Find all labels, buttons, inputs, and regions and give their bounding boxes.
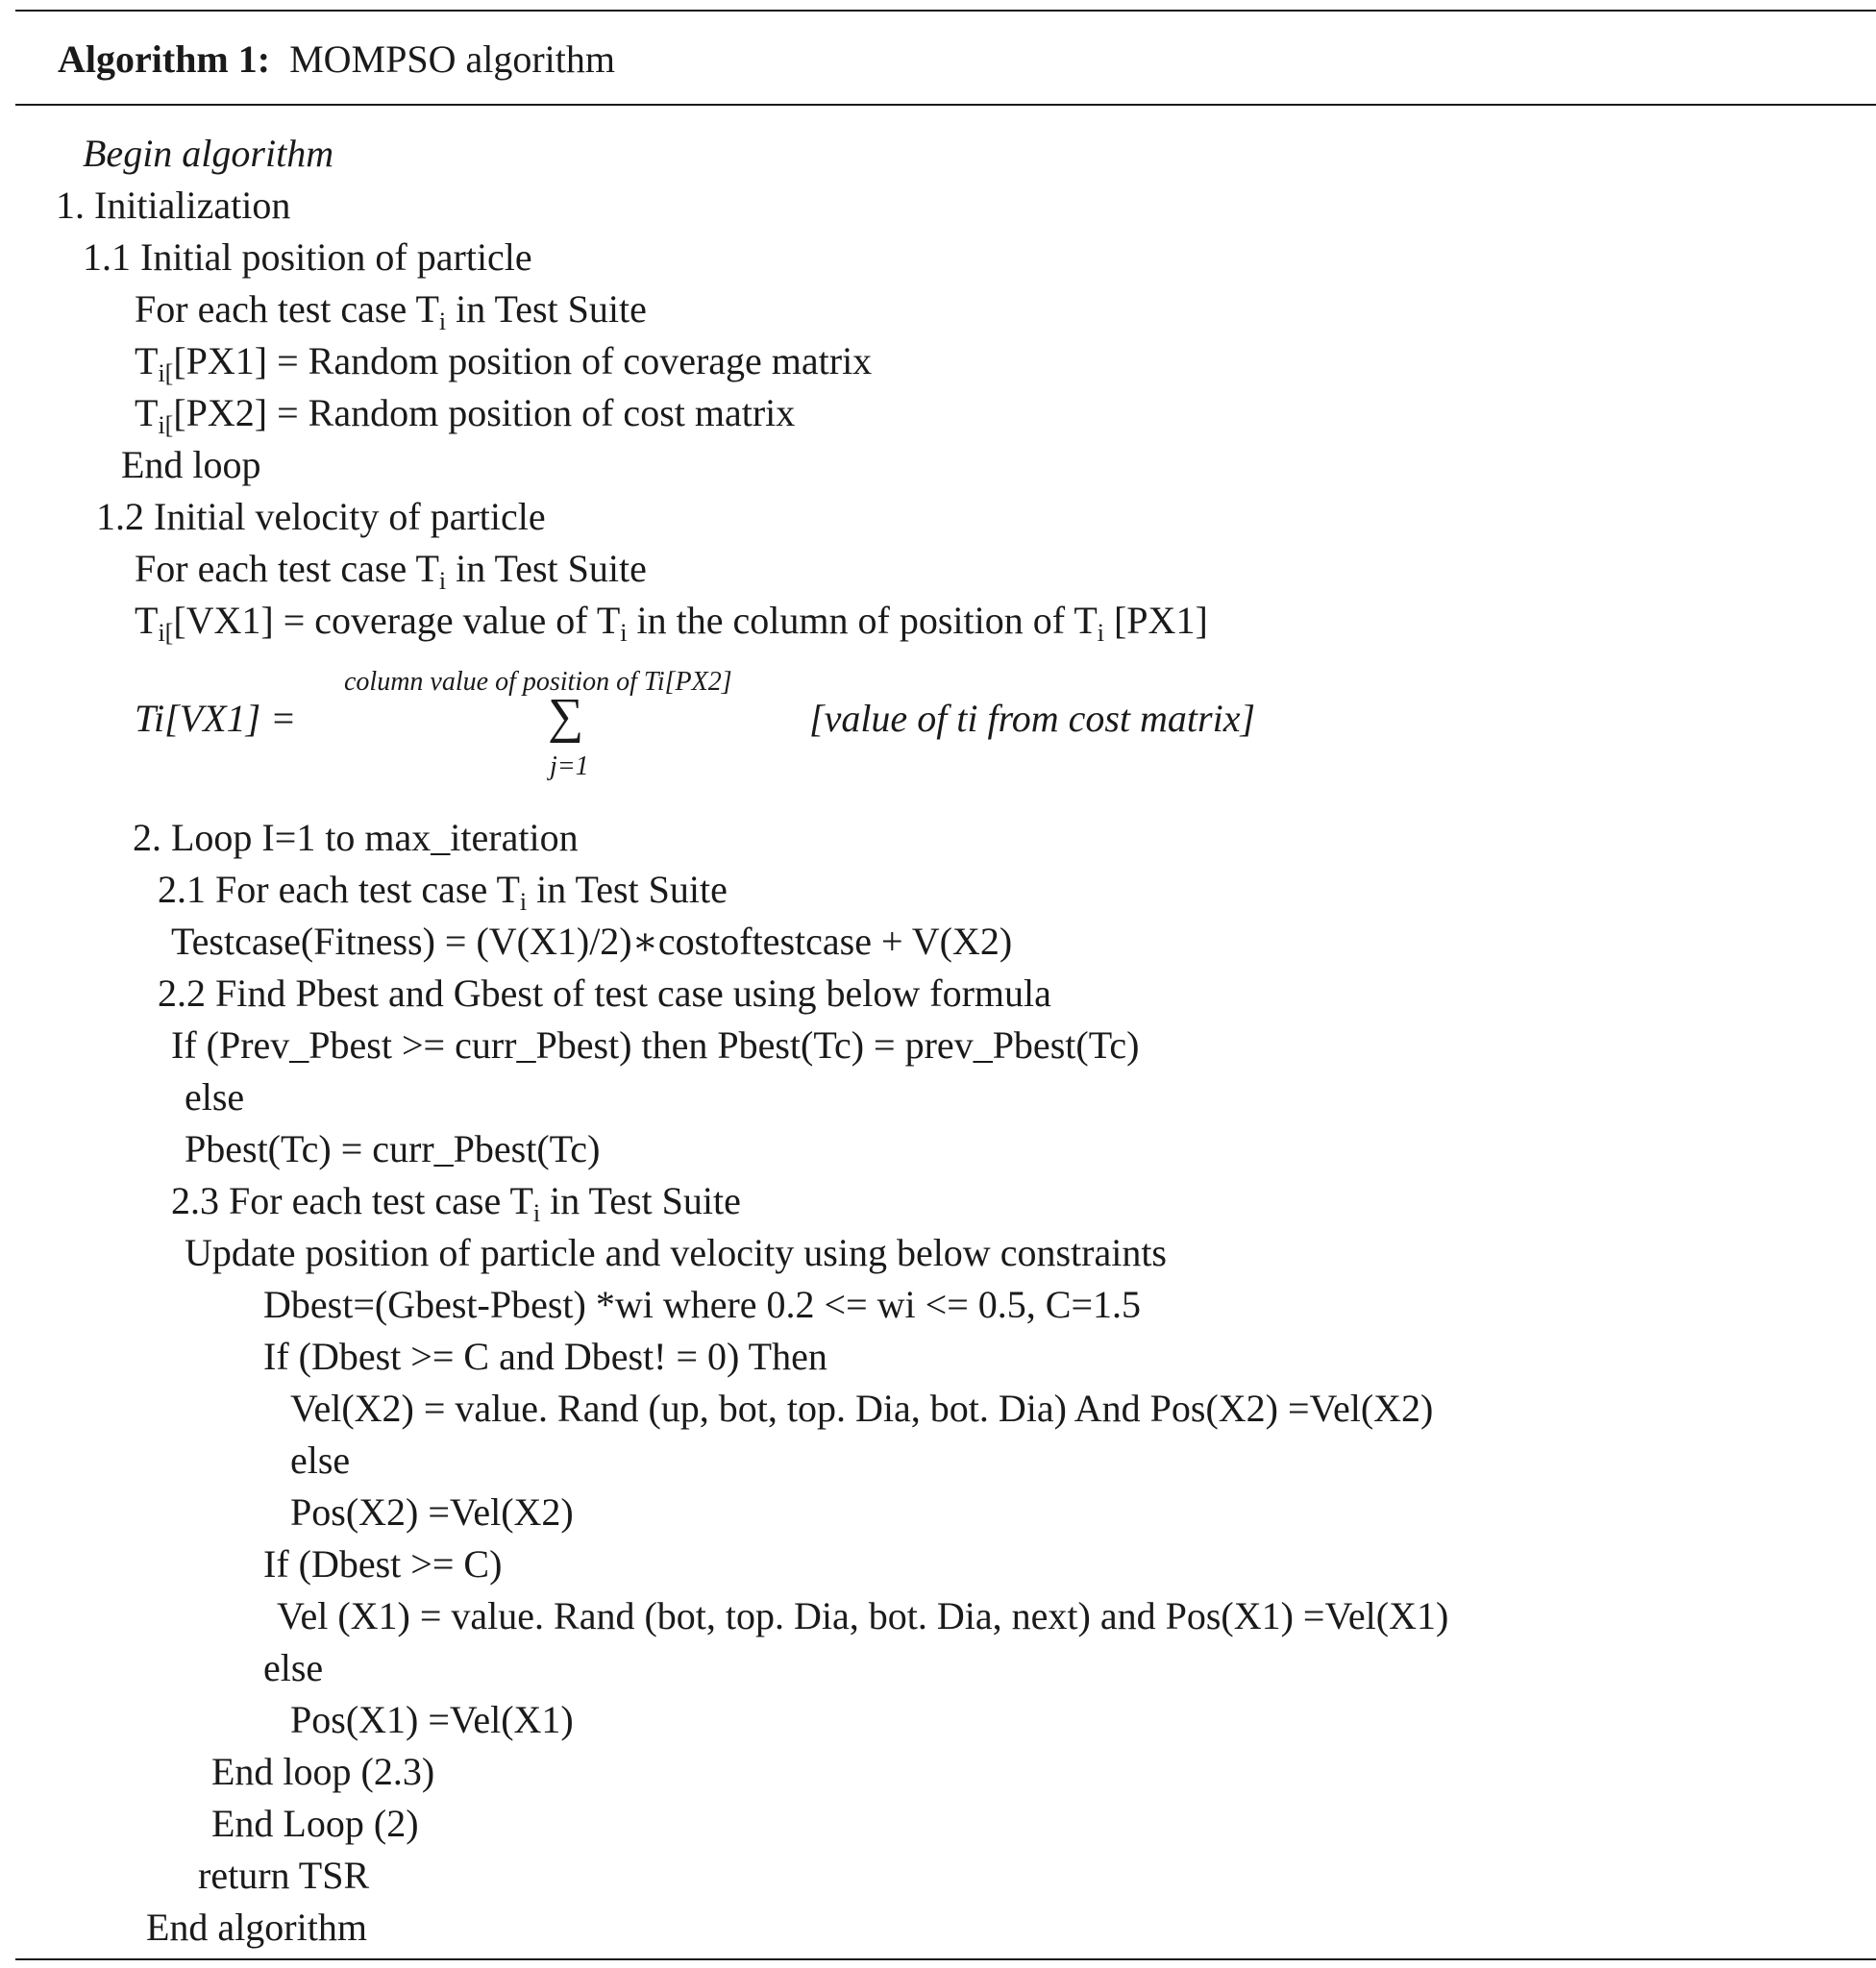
if-dbest-2: If (Dbest >= C) <box>263 1542 503 1586</box>
subscript-i: i <box>519 888 528 916</box>
bottom-rule <box>15 1958 1876 1960</box>
summation-upper-limit: column value of position of Ti[PX2] <box>344 667 732 697</box>
subscript-i: i <box>532 1199 541 1227</box>
vx1-a: [VX1] = coverage value of T <box>173 599 621 642</box>
px1-t: T <box>135 339 159 382</box>
vel-x1-line: Vel (X1) = value. Rand (bot, top. Dia, bot. Dia, next) and Pos(X1) =Vel(X1) <box>277 1594 1449 1637</box>
for-loop-2-pre: For each test case T <box>135 547 439 590</box>
step-2-3-pre: 2.3 For each test case T <box>171 1179 533 1222</box>
step-2: 2. Loop I=1 to max_iteration <box>133 816 579 859</box>
step-2-3 <box>171 1178 741 1227</box>
end-loop-2: End Loop (2) <box>211 1802 419 1845</box>
step-1-2: 1.2 Initial velocity of particle <box>96 495 546 538</box>
px1-subscript: i[ <box>158 359 174 387</box>
else-3: else <box>263 1646 324 1689</box>
top-rule <box>15 10 1876 12</box>
px2-rest: [PX2] = Random position of cost matrix <box>173 391 796 434</box>
for-loop-1-pre: For each test case T <box>135 287 439 331</box>
algorithm-header <box>58 37 615 83</box>
step-1-1: 1.1 Initial position of particle <box>83 235 532 279</box>
vx1-subscript-3: i <box>1097 619 1104 647</box>
end-loop-2-3: End loop (2.3) <box>211 1750 435 1793</box>
for-loop-1-post: in Test Suite <box>446 287 647 331</box>
vx1-t: T <box>135 599 159 642</box>
px2-t: T <box>135 391 159 434</box>
dbest-line: Dbest=(Gbest-Pbest) *wi where 0.2 <= wi <= 0.5, C=1.5 <box>263 1283 1142 1326</box>
px2-line <box>135 390 796 439</box>
summation-lower-limit: j=1 <box>550 751 589 781</box>
subscript-i: i <box>438 308 447 335</box>
step-2-1-pre: 2.1 For each test case T <box>158 868 520 911</box>
else-1: else <box>185 1075 245 1119</box>
for-loop-2 <box>135 546 647 595</box>
end-loop-1: End loop <box>121 443 261 486</box>
vel-x2-line: Vel(X2) = value. Rand (up, bot, top. Dia, bot. Dia) And Pos(X2) =Vel(X2) <box>290 1387 1434 1430</box>
velocity-equation <box>135 663 1384 788</box>
update-line: Update position of particle and velocity using below constraints <box>185 1231 1167 1274</box>
px1-line <box>135 338 873 387</box>
for-loop-1 <box>135 286 647 335</box>
return-line: return TSR <box>198 1854 370 1897</box>
step-2-2: 2.2 Find Pbest and Gbest of test case using below formula <box>158 972 1051 1015</box>
vx1-c: [PX1] <box>1103 599 1208 642</box>
pbest-curr: Pbest(Tc) = curr_Pbest(Tc) <box>185 1127 601 1170</box>
equation-rhs: [value of ti from cost matrix] <box>809 697 1256 740</box>
step-2-3-post: in Test Suite <box>540 1179 741 1222</box>
if-prev-pbest: If (Prev_Pbest >= curr_Pbest) then Pbest(Tc) = prev_Pbest(Tc) <box>171 1023 1140 1067</box>
algorithm-title: MOMPSO algorithm <box>289 37 616 81</box>
begin-line: Begin algorithm <box>83 132 334 175</box>
fitness-line: Testcase(Fitness) = (V(X1)/2)∗costoftestcase + V(X2) <box>171 920 1013 963</box>
step-2-1 <box>158 867 728 916</box>
algorithm-label: Algorithm 1: <box>58 37 271 81</box>
vx1-subscript: i[ <box>158 619 174 647</box>
pos-x1-line: Pos(X1) =Vel(X1) <box>290 1698 574 1741</box>
equation-lhs: Ti[VX1] = <box>135 697 297 740</box>
summation-sigma: ∑ <box>548 689 584 744</box>
step-2-1-post: in Test Suite <box>527 868 728 911</box>
px2-subscript: i[ <box>158 411 174 439</box>
end-algorithm: End algorithm <box>146 1906 367 1949</box>
for-loop-2-post: in Test Suite <box>446 547 647 590</box>
vx1-subscript-2: i <box>620 619 628 647</box>
vx1-b: in the column of position of T <box>627 599 1098 642</box>
pos-x2-line: Pos(X2) =Vel(X2) <box>290 1490 574 1534</box>
header-rule <box>15 104 1876 106</box>
step-1: 1. Initialization <box>56 184 291 227</box>
subscript-i: i <box>438 567 447 595</box>
else-2: else <box>290 1439 351 1482</box>
if-dbest-1: If (Dbest >= C and Dbest! = 0) Then <box>263 1335 827 1378</box>
px1-rest: [PX1] = Random position of coverage matrix <box>173 339 873 382</box>
vx1-line <box>135 598 1208 647</box>
